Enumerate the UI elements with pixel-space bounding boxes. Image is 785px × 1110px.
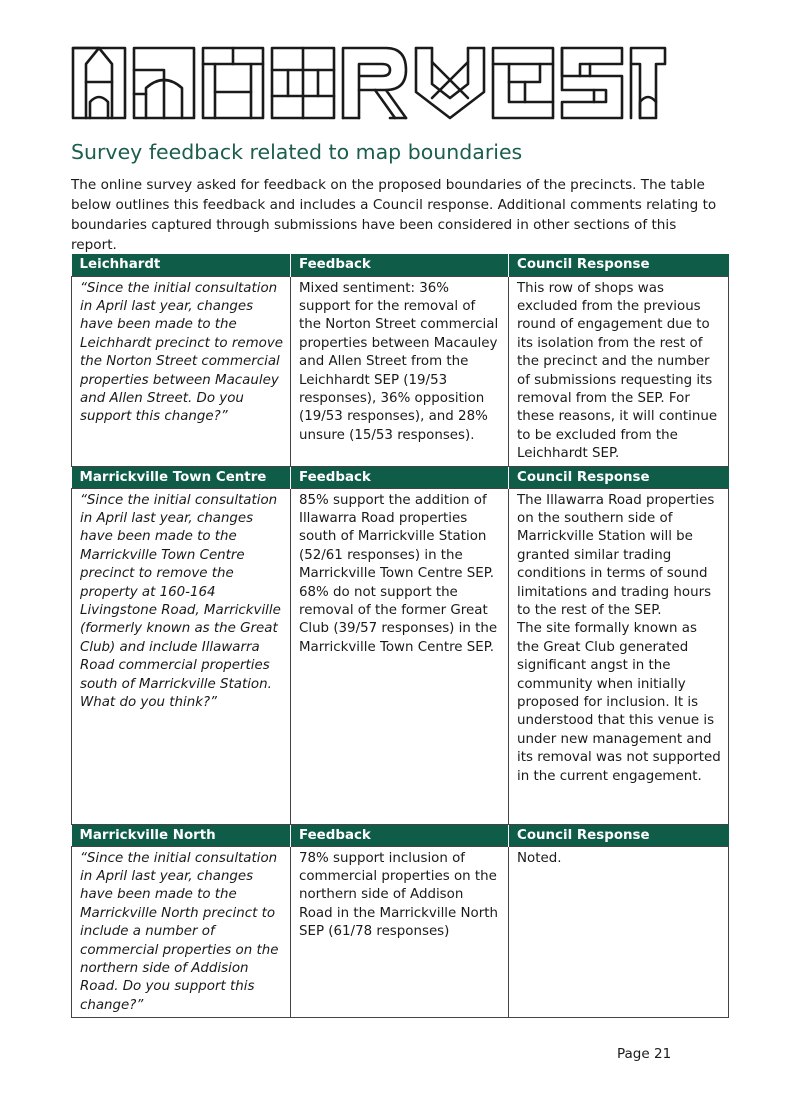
feedback-header: Feedback [291,254,509,276]
feedback-header: Feedback [291,466,509,488]
logo-letter-s [562,48,622,118]
table-header-row [72,254,729,276]
feedback-cell: 85% support the addition of Illawarra Road properties south of Marrickville Station (52/61 responses) in the Marrickville Town Centre SEP. 68% do not support the removal of the former Great Club (39/57 responses) in the Marrickville Town Centre SEP. [291,488,509,824]
survey-question: “Since the initial consultation in April last year, changes have been made to the Marrickville Town Centre precinct to remove the property at 160-164 Livingstone Road, Marrickville (formerly known as the Great Club) and include Illawarra Road commercial properties south of Marrickville Station. What do you think?” [72,488,291,824]
page-number: Page 21 [617,1046,672,1062]
table-header-row [72,824,729,846]
precinct-header: Leichhardt [72,254,291,276]
feedback-header: Feedback [291,824,509,846]
feedback-table [71,254,729,1018]
survey-question: “Since the initial consultation in April last year, changes have been made to the Leichhardt precinct to remove the Norton Street commercial properties between Macauley and Allen Street. Do you support this change?” [72,276,291,466]
logo-letter-r [343,48,406,118]
feedback-cell: 78% support inclusion of commercial properties on the northern side of Addison Road in the Marrickville North SEP (61/78 responses) [291,846,509,1018]
council-response-header: Council Response [509,254,729,276]
council-response-cell: Noted. [509,846,729,1018]
logo-letter-t [631,48,665,118]
logo-letter-n2 [203,48,263,118]
survey-question: “Since the initial consultation in April last year, changes have been made to the Marrickville North precinct to include a number of commercial properties on the northern side of Addision Road. Do you support this change?” [72,846,291,1018]
council-response-header: Council Response [509,466,729,488]
precinct-header: Marrickville Town Centre [72,466,291,488]
table-header-row [72,466,729,488]
logo-letter-e2 [493,48,553,118]
council-response-cell: This row of shops was excluded from the previous round of engagement due to its isolation from the rest of the precinct and the number of submissions requesting its removal from the SEP. For these reasons, it will continue to be excluded from the Leichhardt SEP. [509,276,729,466]
council-response-cell: The Illawarra Road properties on the southern side of Marrickville Station will be granted similar trading conditions in terms of sound limitations and trading hours to the rest of the SEP. The site formally known as the Great Club generated significant angst in the community when initially proposed for inclusion. It is understood that this venue is under new management and its removal was not supported in the current engagement. [509,488,729,824]
feedback-cell: Mixed sentiment: 36% support for the removal of the Norton Street commercial properties between Macauley and Allen Street from the Leichhardt SEP (19/53 responses), 36% opposition (19/53 responses), and 28% unsure (15/53 responses). [291,276,509,466]
logo-letter-w [416,48,484,118]
inner-west-logo [70,42,668,122]
council-response-header: Council Response [509,824,729,846]
section-title: Survey feedback related to map boundaries [71,140,523,164]
logo-letter-e [272,48,334,118]
precinct-header: Marrickville North [72,824,291,846]
logo-letter-i [73,48,125,118]
table-row [72,276,729,466]
intro-paragraph: The online survey asked for feedback on the proposed boundaries of the precincts. The table below outlines this feedback and includes a Council response. Additional comments relating to boundaries captured through submissions have been considered in other sections of this report. [71,177,717,253]
logo-letter-n1 [134,48,194,118]
inner-west-wordmark-icon [70,42,668,122]
table-row [72,488,729,824]
table-row [72,846,729,1018]
